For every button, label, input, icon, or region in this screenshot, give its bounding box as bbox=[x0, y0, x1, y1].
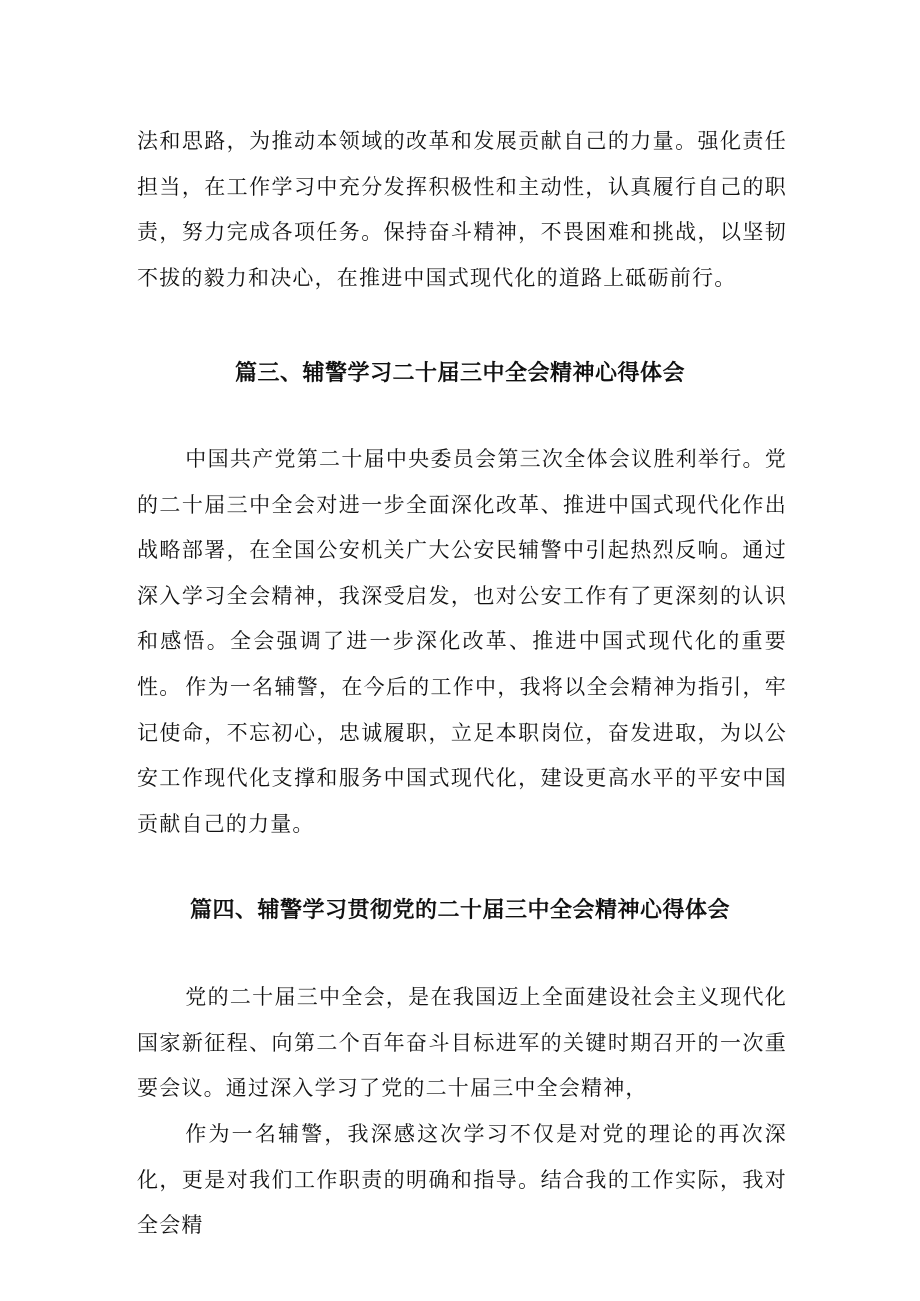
section-heading-4: 篇四、辅警学习贯彻党的二十届三中全会精神心得体会 bbox=[189, 898, 730, 923]
section-heading-3: 篇三、辅警学习二十届三中全会精神心得体会 bbox=[234, 361, 685, 386]
section4-paragraph-2: 作为一名辅警，我深感这次学习不仅是对党的理论的再次深化，更是对我们工作职责的明确和指导。结合我的工作实际，我对全会精 bbox=[137, 1122, 787, 1237]
section3-paragraph-2: 作为一名辅警，在今后的工作中，我将以全会精神为指引，牢记使命，不忘初心，忠诚履职，立足本职岗位，奋发进取，为以公安工作现代化支撑和服务中国式现代化，建设更高水平的平安中国贡献自己的力量。 bbox=[137, 675, 787, 836]
continued-paragraph: 法和思路，为推动本领域的改革和发展贡献自己的力量。强化责任担当，在工作学习中充分发挥积极性和主动性，认真履行自己的职责，努力完成各项任务。保持奋斗精神，不畏困难和挑战，以坚韧不拔的毅力和决心，在推进中国式现代化的道路上砥砺前行。 bbox=[137, 129, 787, 290]
section3-paragraph-1: 中国共产党第二十届中央委员会第三次全体会议胜利举行。党的二十届三中全会对进一步全面深化改革、推进中国式现代化作出战略部署，在全国公安机关广大公安民辅警中引起热烈反响。通过深入学习全会精神，我深受启发，也对公安工作有了更深刻的认识和感悟。全会强调了进一步深化改革、推进中国式现代化的重要性。 bbox=[137, 447, 787, 699]
section4-paragraph-1: 党的二十届三中全会，是在我国迈上全面建设社会主义现代化国家新征程、向第二个百年奋斗目标进军的关键时期召开的一次重要会议。通过深入学习了党的二十届三中全会精神， bbox=[137, 985, 787, 1100]
